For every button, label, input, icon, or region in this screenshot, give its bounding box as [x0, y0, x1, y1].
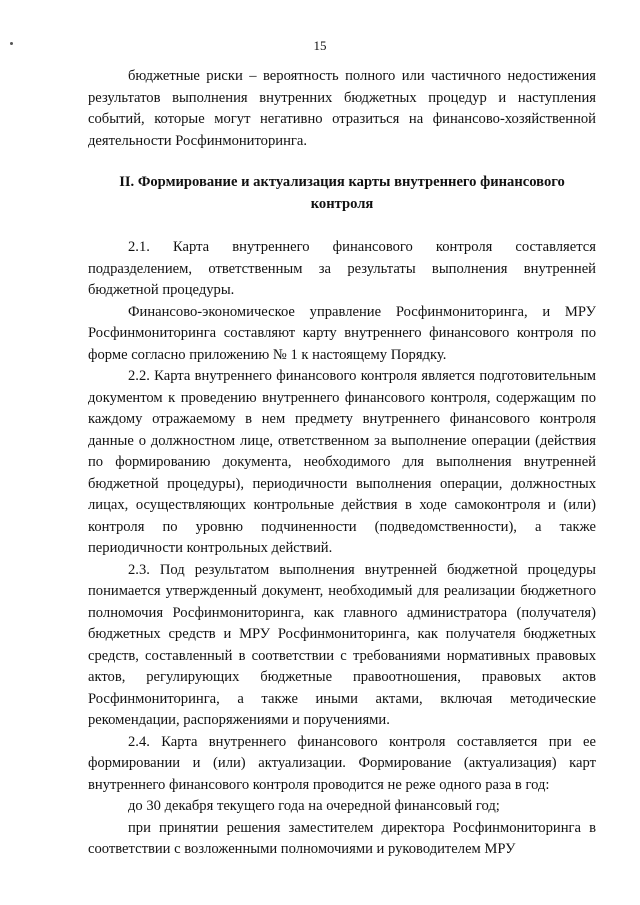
section-heading: II. Формирование и актуализация карты внутреннего финансового контроля: [119, 174, 565, 212]
paragraph-2-4-item-1: до 30 декабря текущего года на очередной финансовый год;: [128, 798, 500, 814]
paragraph-2-4: 2.4. Карта внутреннего финансового контроля составляется при ее формировании и (или) актуализации. Формирование (актуализация) карт внутреннего финансового контроля проводится не реже одного раза в год:: [88, 733, 596, 793]
page-number: 15: [313, 38, 327, 53]
paragraph-2-2: 2.2. Карта внутреннего финансового контроля является подготовительным документом к проведению внутреннего финансового контроля, содержащим по каждому отражаемому в нем предмету внутреннего финансового контроля данные о должностном лице, ответственном за выполнение операции (действия по формированию документа, необходимого для выполнения внутренней бюджетной процедуры), периодичности выполнения операции, должностных лицах, осуществляющих контрольные действия в ходе самоконтроля и (или) контроля по уровню подчиненности (подведомственности), а также периодичности контрольных действий.: [88, 368, 596, 556]
document-body: [88, 66, 596, 861]
paragraph-2-1-cont: Финансово-экономическое управление Росфинмониторинга, и МРУ Росфинмониторинга составляют карту внутреннего финансового контроля по форме согласно приложению № 1 к настоящему Порядку.: [88, 303, 596, 363]
intro-paragraph: бюджетные риски – вероятность полного или частичного недостижения результатов выполнения внутренних бюджетных процедур и наступления событий, которые могут негативно отразиться на финансово-хозяйственной деятельности Росфинмониторинга.: [88, 68, 596, 149]
paragraph-2-3: 2.3. Под результатом выполнения внутренней бюджетной процедуры понимается утвержденный документ, необходимый для реализации бюджетного полномочия Росфинмониторинга, как главного администратора (получателя) бюджетных средств и МРУ Росфинмониторинга, как получателя бюджетных средств, составленный в соответствии с требованиями нормативных правовых актов, регулирующих бюджетные правоотношения, правовых актов Росфинмониторинга, а также иными актами, включая методические рекомендации, распоряжениями и поручениями.: [88, 561, 596, 728]
paragraph-2-4-item-2: при принятии решения заместителем директора Росфинмониторинга в соответствии с возложенными полномочиями и руководителем МРУ: [88, 819, 596, 857]
paragraph-2-1: 2.1. Карта внутреннего финансового контроля составляется подразделением, ответственным за результаты выполнения внутренней бюджетной процедуры.: [88, 239, 596, 298]
